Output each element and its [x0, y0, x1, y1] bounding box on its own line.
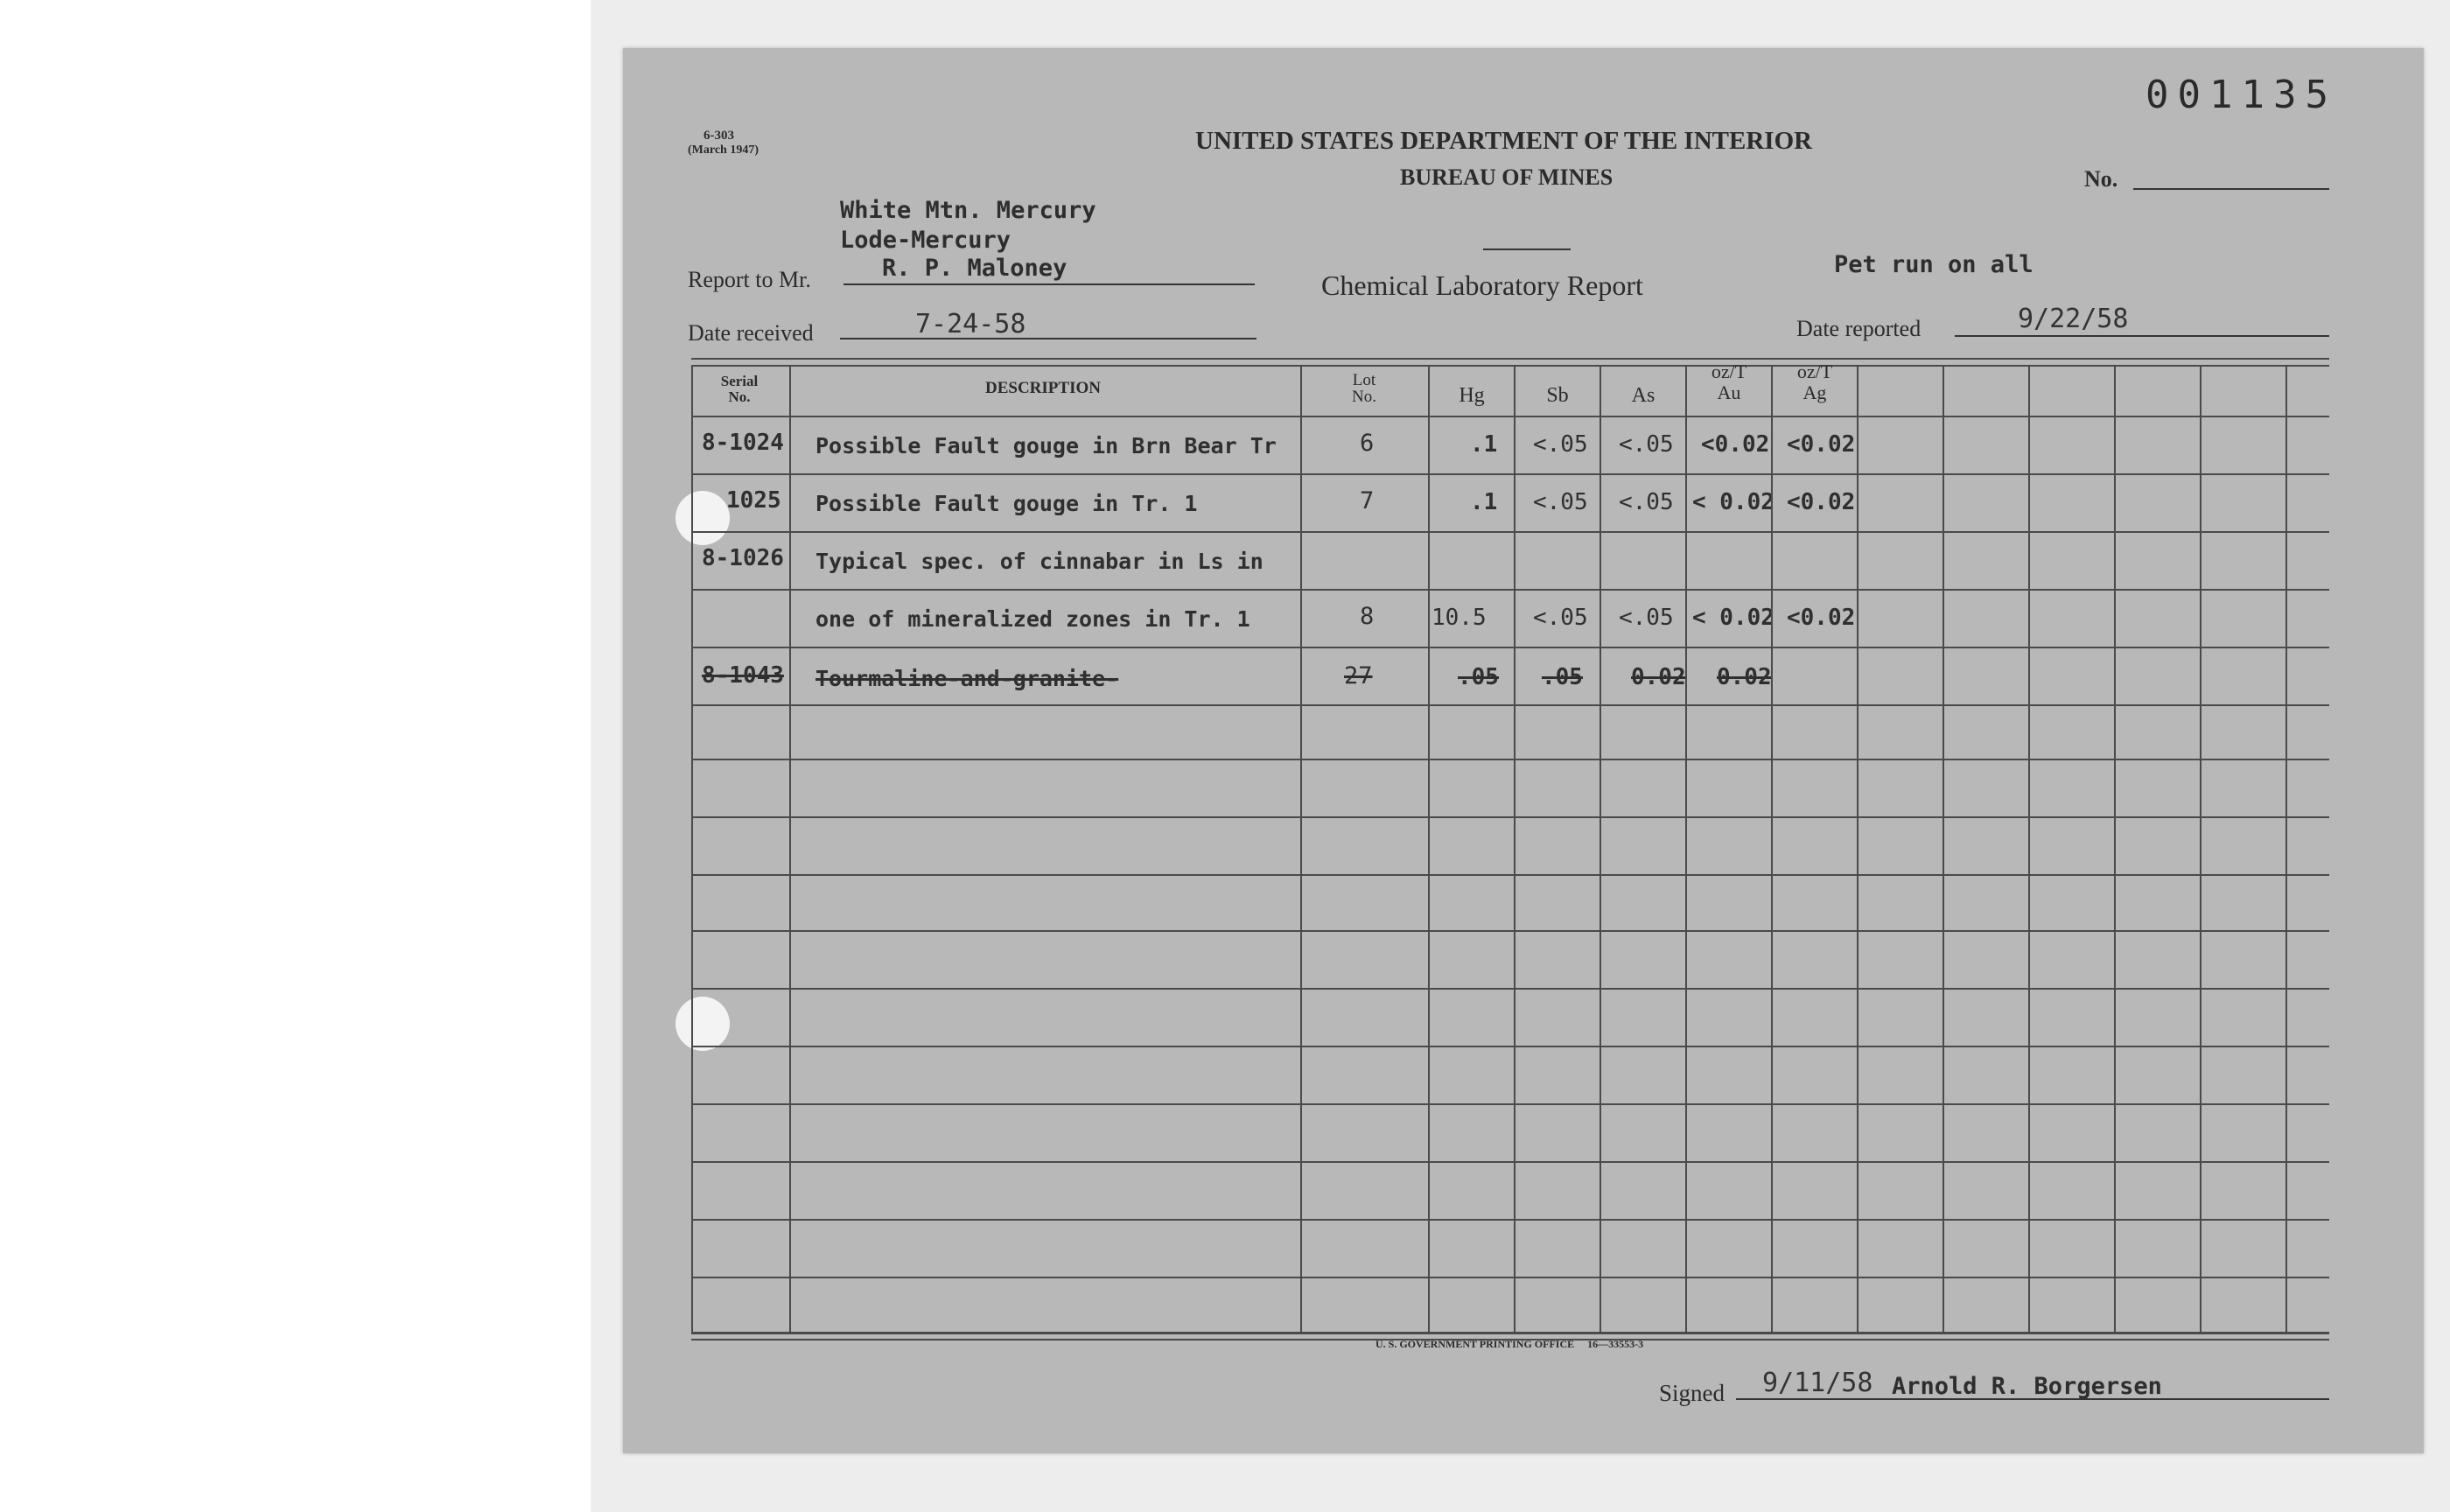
lot-header-line2: No. [1352, 388, 1376, 406]
table-row-rule [691, 988, 2329, 990]
table-column-rule [1300, 365, 1302, 1332]
table-column-rule [1942, 365, 1944, 1332]
table-column-rule [1685, 365, 1687, 1332]
row5-serial: 8-1043 [702, 662, 784, 689]
table-column-rule [691, 365, 693, 1332]
au-label: Au [1717, 382, 1741, 403]
ag-header [1773, 361, 1857, 403]
project-line-2: Lode-Mercury [840, 227, 1012, 254]
row2-lot: 7 [1360, 487, 1375, 514]
date-reported-line [1955, 335, 2329, 337]
hg-header: Hg [1459, 384, 1485, 407]
report-to-line [844, 284, 1255, 285]
no-field-line [2133, 188, 2329, 190]
table-row-rule [691, 531, 2329, 533]
report-title: Chemical Laboratory Report [1321, 270, 1643, 301]
row5-description: Tourmaline-and-granite- [816, 666, 1119, 691]
signed-date: 9/11/58 [1762, 1368, 1873, 1398]
table-row-rule [691, 416, 2329, 417]
table-column-rule [1600, 365, 1601, 1332]
table-column-rule [1428, 365, 1430, 1332]
project-line-1: White Mtn. Mercury [840, 197, 1096, 224]
serial-header-line2: No. [728, 388, 751, 405]
table-row-rule [691, 816, 2329, 818]
bureau-title: BUREAU OF MINES [1400, 164, 1614, 190]
date-reported-value: 9/22/58 [2018, 304, 2129, 334]
row4-sb: <.05 [1533, 605, 1588, 631]
punch-hole-bottom [676, 997, 730, 1051]
table-row-rule [691, 1103, 2329, 1105]
table-column-rule [789, 365, 791, 1332]
signed-name: Arnold R. Borgersen [1892, 1373, 2162, 1400]
ag-label: Ag [1802, 382, 1827, 403]
table-row-rule [691, 647, 2329, 648]
as-header: As [1631, 384, 1656, 407]
table-top-rule-2 [691, 365, 2329, 367]
description-header: DESCRIPTION [985, 379, 1101, 397]
serial-stamp: 001135 [2146, 73, 2337, 117]
row1-sb: <.05 [1533, 431, 1588, 458]
row4-description: one of mineralized zones in Tr. 1 [816, 606, 1250, 632]
signed-label: Signed [1659, 1380, 1726, 1406]
row1-au: <0.02 [1701, 431, 1770, 458]
row2-serial: 1025 [726, 487, 781, 514]
table-column-rule [2114, 365, 2116, 1332]
row1-ag: <0.02 [1787, 431, 1856, 458]
serial-header-line1: Serial [720, 373, 759, 389]
row5-lot: 27 [1344, 662, 1373, 690]
table-row-rule [691, 1046, 2329, 1047]
row4-lot: 8 [1360, 603, 1375, 630]
table-column-rule [2286, 365, 2287, 1332]
row3-description: Typical spec. of cinnabar in Ls in [816, 549, 1264, 574]
table-column-rule [1857, 365, 1858, 1332]
table-row-rule [691, 1161, 2329, 1163]
row5-au: 0.02 [1717, 664, 1772, 690]
ag-unit: oz/T [1796, 360, 1833, 382]
no-label: No. [2084, 166, 2118, 192]
form-number: 6-303 [704, 129, 734, 143]
row1-as: <.05 [1619, 431, 1674, 458]
table-row-rule [691, 759, 2329, 760]
table-row-rule [691, 473, 2329, 475]
form-date: (March 1947) [688, 144, 759, 157]
table-row-rule [691, 874, 2329, 876]
table-column-rule [2028, 365, 2030, 1332]
date-received-label: Date received [688, 320, 814, 346]
row3-serial: 8-1026 [702, 545, 784, 571]
row5-hg: .05 [1458, 664, 1499, 690]
row1-description: Possible Fault gouge in Brn Bear Tr [816, 433, 1277, 458]
signature-line [1736, 1398, 2329, 1400]
table-row-rule [691, 930, 2329, 932]
agency-title: UNITED STATES DEPARTMENT OF THE INTERIOR [1195, 127, 1813, 155]
date-received-value: 7-24-58 [915, 309, 1026, 340]
au-header [1687, 361, 1771, 403]
punch-hole-top [676, 491, 730, 545]
table-row-rule [691, 1277, 2329, 1278]
row2-ag: <0.02 [1787, 489, 1856, 515]
row4-au: < 0.02 [1692, 605, 1774, 631]
row4-hg: 10.5 [1432, 605, 1487, 631]
row2-au: < 0.02 [1692, 489, 1774, 515]
row4-ag: <0.02 [1787, 605, 1856, 631]
table-row-rule [691, 589, 2329, 591]
row2-description: Possible Fault gouge in Tr. 1 [816, 491, 1198, 516]
report-to-label: Report to Mr. [688, 267, 811, 292]
row1-hg: .1 [1470, 431, 1498, 458]
lot-header [1300, 372, 1428, 405]
table-top-rule [691, 358, 2329, 360]
lot-header-line1: Lot [1352, 371, 1376, 389]
row1-serial: 8-1024 [702, 430, 784, 456]
row1-lot: 6 [1360, 430, 1375, 457]
serial-header [691, 374, 788, 405]
table-row-rule [691, 704, 2329, 706]
table-row-rule [691, 1219, 2329, 1221]
report-to-value: R. P. Maloney [882, 255, 1068, 282]
table-column-rule [2200, 365, 2202, 1332]
au-unit: oz/T [1711, 360, 1747, 382]
table-bottom-rule [691, 1332, 2329, 1334]
row2-as: <.05 [1619, 489, 1674, 515]
row5-as: 0.02 [1631, 664, 1686, 690]
date-reported-label: Date reported [1796, 316, 1922, 341]
date-received-line [840, 338, 1256, 340]
row4-as: <.05 [1619, 605, 1674, 631]
row2-sb: <.05 [1533, 489, 1588, 515]
table-column-rule [1514, 365, 1516, 1332]
table-column-rule [1771, 365, 1773, 1332]
lab-report-form [623, 48, 2424, 1453]
row5-sb: .05 [1542, 664, 1583, 690]
printer-line: U. S. GOVERNMENT PRINTING OFFICE 16—33553-3 [1376, 1338, 1644, 1350]
sb-header: Sb [1546, 384, 1569, 407]
note-pet-run: Pet run on all [1834, 251, 2034, 278]
title-divider [1483, 248, 1571, 250]
row2-hg: .1 [1470, 489, 1498, 515]
